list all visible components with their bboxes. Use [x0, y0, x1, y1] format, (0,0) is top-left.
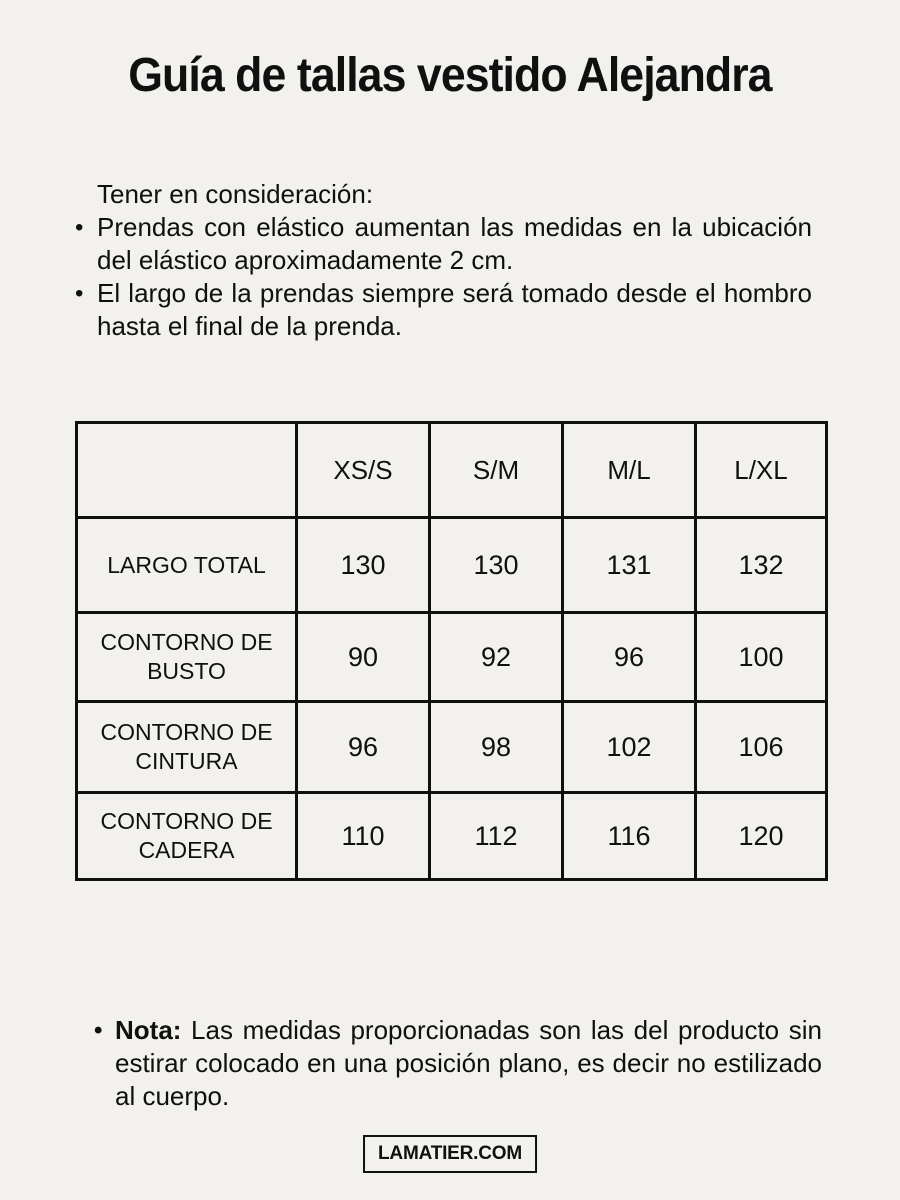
- size-value-cell: 131: [563, 518, 696, 613]
- size-table: [75, 421, 828, 881]
- bullet-icon: •: [94, 1017, 103, 1044]
- note-text: [115, 1014, 822, 1113]
- size-value-cell: 112: [430, 793, 563, 880]
- size-col-header: M/L: [563, 423, 696, 518]
- row-label: CONTORNO DE CADERA: [77, 793, 297, 880]
- size-value-cell: 96: [563, 613, 696, 702]
- size-value-cell: 110: [297, 793, 430, 880]
- brand-badge: [363, 1135, 537, 1173]
- size-value-cell: 120: [696, 793, 827, 880]
- size-value-cell: 116: [563, 793, 696, 880]
- table-row: [77, 613, 827, 702]
- page-title: [0, 48, 900, 103]
- considerations-section: [75, 178, 812, 343]
- size-col-header: XS/S: [297, 423, 430, 518]
- table-row: [77, 702, 827, 793]
- table-row: [77, 518, 827, 613]
- note-body: Las medidas proporcionadas son las del producto sin estirar colocado en una posición plano, es decir no estilizado al cuerpo.: [115, 1015, 822, 1111]
- size-value-cell: 132: [696, 518, 827, 613]
- corner-cell: [77, 423, 297, 518]
- size-value-cell: 90: [297, 613, 430, 702]
- note-label: Nota:: [115, 1015, 182, 1045]
- size-value-cell: 130: [297, 518, 430, 613]
- brand-label: LAMATIER.COM: [378, 1143, 522, 1164]
- consideration-text: El largo de la prendas siempre será tomado desde el hombro hasta el final de la prenda.: [97, 278, 812, 341]
- note-section: [94, 1014, 822, 1113]
- size-value-cell: 100: [696, 613, 827, 702]
- row-label: CONTORNO DE BUSTO: [77, 613, 297, 702]
- bullet-icon: •: [75, 280, 84, 307]
- row-label: LARGO TOTAL: [77, 518, 297, 613]
- size-col-header: S/M: [430, 423, 563, 518]
- list-item: [75, 211, 812, 277]
- table-row: [77, 793, 827, 880]
- list-item: [75, 277, 812, 343]
- size-table-header-row: [77, 423, 827, 518]
- size-value-cell: 98: [430, 702, 563, 793]
- size-value-cell: 102: [563, 702, 696, 793]
- row-label: CONTORNO DE CINTURA: [77, 702, 297, 793]
- size-value-cell: 96: [297, 702, 430, 793]
- size-value-cell: 130: [430, 518, 563, 613]
- bullet-icon: •: [75, 214, 84, 241]
- page-title-text: Guía de tallas vestido Alejandra: [128, 49, 772, 102]
- size-value-cell: 106: [696, 702, 827, 793]
- size-value-cell: 92: [430, 613, 563, 702]
- considerations-heading: Tener en consideración:: [97, 179, 374, 209]
- consideration-text: Prendas con elástico aumentan las medidas en la ubicación del elástico aproximadamente 2 cm.: [97, 212, 812, 275]
- size-col-header: L/XL: [696, 423, 827, 518]
